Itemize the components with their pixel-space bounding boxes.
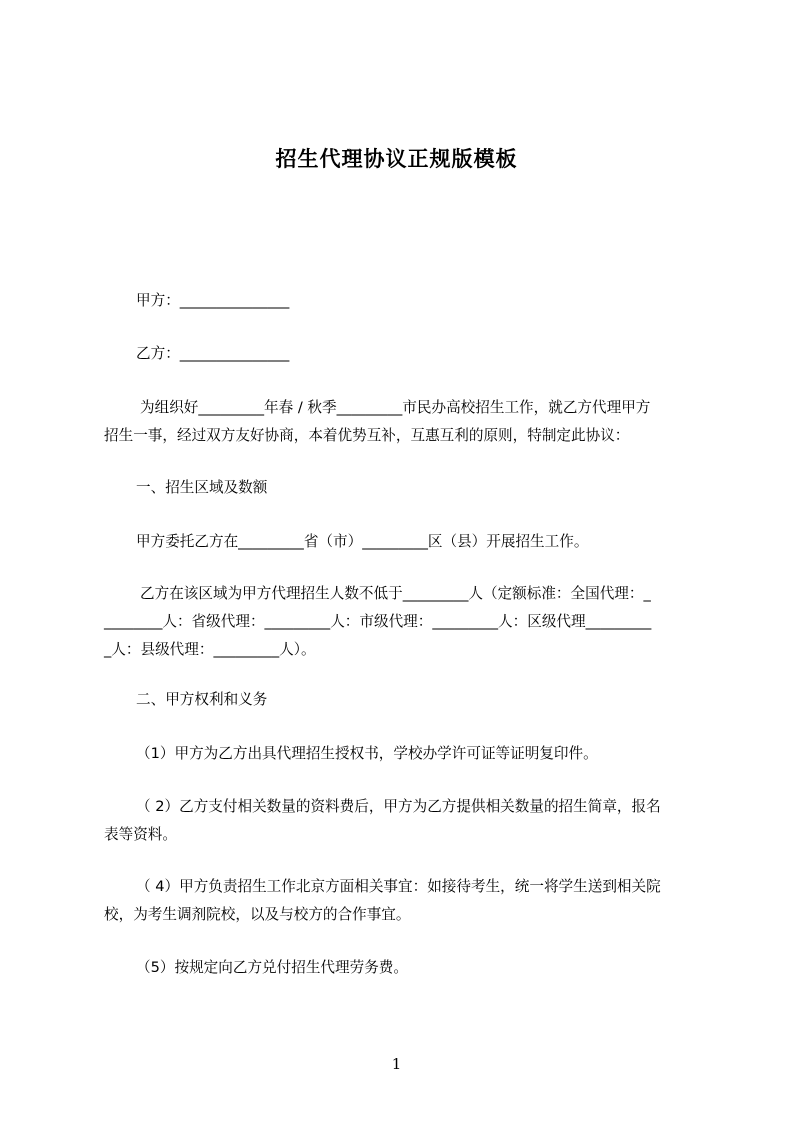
section1-p2-line-3: _人：县级代理：_________人）。 [104,641,316,658]
section2-heading-text: 二、甲方权利和义务 [136,691,268,708]
section2-item1-text: （1）甲方为乙方出具代理招生授权书，学校办学许可证等证明复印件。 [136,745,598,762]
section2-item2-line-1: （ 2）乙方支付相关数量的资料费后，甲方为乙方提供相关数量的招生简章，报名 [136,798,661,815]
section1-p2-line-1: 乙方在该区域为甲方代理招生人数不低于_________人（定额标准：全国代理：_ [140,585,651,602]
party-a-line [104,287,710,315]
intro-line-2: 招生一事，经过双方友好协商，本着优势互补，互惠互利的原则，特制定此协议： [104,427,630,444]
section2-heading [104,686,710,714]
section1-paragraph-1 [104,528,710,556]
section2-item4-line-1: （ 4）甲方负责招生工作北京方面相关事宜：如接待考生，统一将学生送到相关院 [136,878,661,895]
section1-p2-line-2: ________人：省级代理：_________人：市级代理：_________人：区级代理_________ [104,613,652,630]
section2-item-1 [104,740,710,768]
intro-paragraph [104,394,710,450]
document-title: 招生代理协议正规版模板 [275,147,518,171]
section2-item-2 [104,793,710,849]
section2-item5-text: （5）按规定向乙方兑付招生代理劳务费。 [136,959,408,976]
section2-item2-line-2: 表等资料。 [104,826,177,843]
party-b-text: 乙方：_______________ [136,345,290,362]
party-b-line [104,340,710,368]
section2-item4-line-2: 校，为考生调剂院校，以及与校方的合作事宜。 [104,906,411,923]
section1-heading [104,474,710,502]
party-a-text: 甲方：_______________ [136,292,290,309]
section1-p1-text: 甲方委托乙方在_________省（市）_________区（县）开展招生工作。 [136,533,589,550]
intro-line-1: 为组织好_________年春 / 秋季_________市民办高校招生工作，就乙方代理甲方 [140,399,651,416]
section2-item-5 [104,954,710,982]
page-number: 1 [391,1055,402,1073]
section1-heading-text: 一、招生区域及数额 [136,479,268,496]
section2-item-4 [104,873,710,929]
section1-paragraph-2 [104,580,710,664]
